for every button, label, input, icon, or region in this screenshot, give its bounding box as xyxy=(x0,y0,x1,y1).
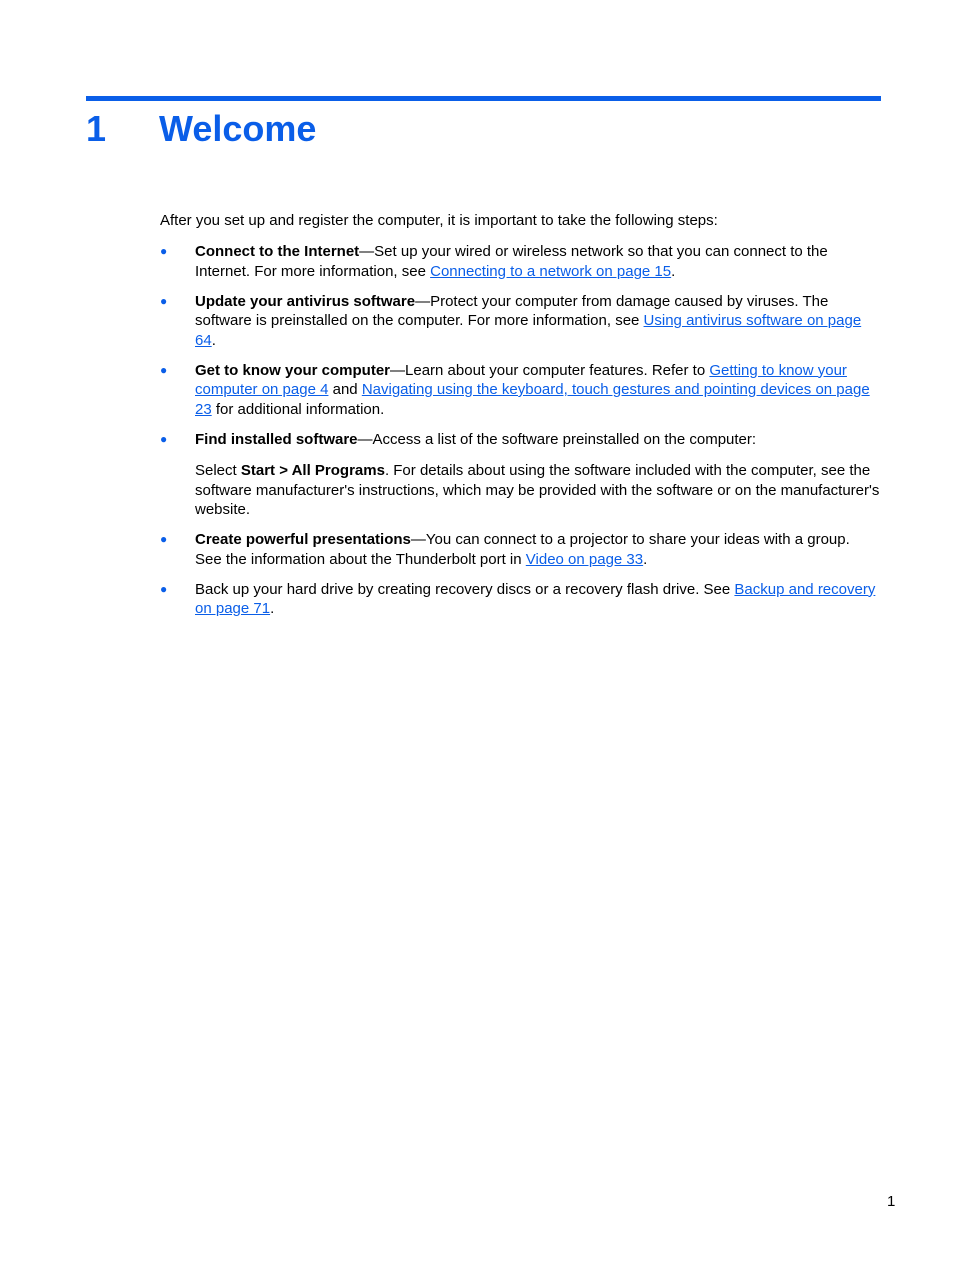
bullet-icon: ● xyxy=(160,293,168,308)
chapter-title: Welcome xyxy=(159,108,317,149)
step-title: Update your antivirus software xyxy=(195,292,416,310)
step-body-middle: and xyxy=(328,381,362,398)
step-text xyxy=(195,530,880,569)
bullet-icon: ● xyxy=(160,532,168,546)
step-body: —Access a list of the software preinstalled on the computer: xyxy=(357,430,757,448)
link-connecting-network[interactable]: Connecting to a network on page 15 xyxy=(430,262,672,280)
sub-body-end: . For details about using the software included with the computer, see the software manufacturer's instructions, which may be provided with the software or on the manufacturer's website. xyxy=(195,462,880,518)
step-body: —You can connect to a projector to share your ideas with a group. See the information about the Thunderbolt port in xyxy=(195,531,850,568)
chapter-rule xyxy=(86,96,881,101)
bullet-icon: ● xyxy=(160,362,168,377)
step-text xyxy=(195,430,880,450)
link-video[interactable]: Video on page 33 xyxy=(525,550,644,568)
step-title: Get to know your computer xyxy=(195,361,391,379)
step-body-end: . xyxy=(671,262,676,280)
steps-list xyxy=(160,242,880,629)
step-body: —Protect your computer from damage caused by viruses. The software is preinstalled on the computer. For more information, see xyxy=(195,292,829,329)
page-number: 1 xyxy=(887,1193,896,1210)
chapter-number: 1 xyxy=(86,108,107,149)
link-navigating-keyboard[interactable]: Navigating using the keyboard, touch gestures and pointing devices on page 23 xyxy=(195,381,870,418)
step-text xyxy=(195,242,880,281)
step-body-end: . xyxy=(643,550,648,568)
step-body-end: . xyxy=(211,331,216,349)
step-body: —Set up your wired or wireless network so that you can connect to the Internet. For more information, see xyxy=(195,243,828,280)
bullet-icon: ● xyxy=(160,431,168,446)
step-sub-paragraph xyxy=(195,461,880,520)
sub-menu-path: Start > All Programs xyxy=(240,462,385,479)
step-presentations xyxy=(160,530,880,569)
step-text xyxy=(195,292,880,351)
link-antivirus-software[interactable]: Using antivirus software on page 64 xyxy=(195,312,862,349)
step-text xyxy=(195,361,880,420)
step-body-end: for additional information. xyxy=(211,400,385,418)
step-title: Find installed software xyxy=(195,430,358,448)
bullet-icon: ● xyxy=(160,244,168,258)
step-body-end: . xyxy=(270,600,275,617)
step-update-antivirus xyxy=(160,292,880,351)
step-connect-internet xyxy=(160,242,880,281)
step-title: Connect to the Internet xyxy=(195,243,360,260)
link-backup-recovery[interactable]: Backup and recovery on page 71 xyxy=(195,580,876,617)
intro-paragraph: After you set up and register the computer, it is important to take the following steps: xyxy=(160,212,718,229)
chapter-heading xyxy=(86,107,316,151)
link-getting-to-know[interactable]: Getting to know your computer on page 4 xyxy=(195,361,847,398)
step-body: Back up your hard drive by creating recovery discs or a recovery flash drive. See xyxy=(195,580,735,598)
step-know-computer xyxy=(160,361,880,420)
step-body: —Learn about your computer features. Refer to xyxy=(390,361,710,379)
step-find-software xyxy=(160,430,880,520)
sub-body: Select xyxy=(195,462,241,479)
step-title: Create powerful presentations xyxy=(195,531,411,548)
step-text xyxy=(195,580,880,619)
step-backup xyxy=(160,580,880,619)
bullet-icon: ● xyxy=(160,581,168,596)
